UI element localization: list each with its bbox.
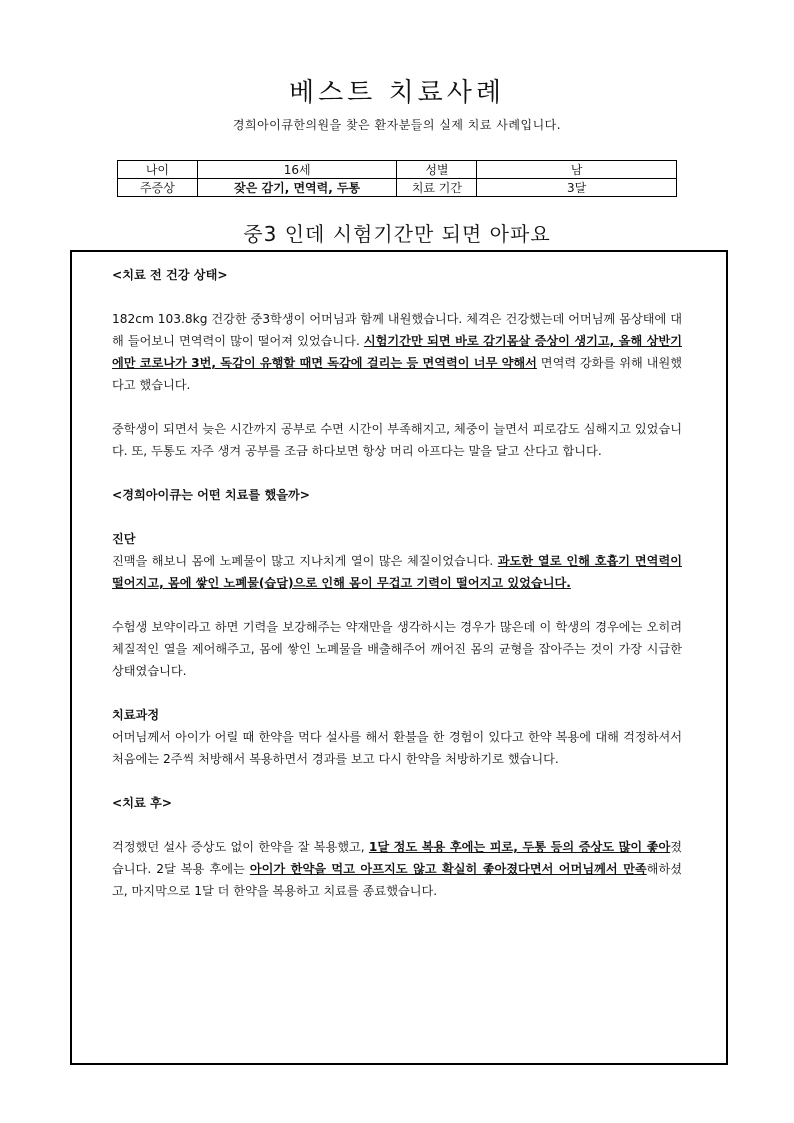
diagnosis-paragraph-1: 진맥을 해보니 몸에 노폐물이 많고 지나치게 열이 많은 체질이었습니다. 과도한 열로 인해 호흡기 면역력이 떨어지고, 몸에 쌓인 노폐물(습담)으로 인해 몸이 무겁고 기력이 떨어지고 있었습니다. [112, 554, 683, 590]
gender-value: 남 [477, 161, 677, 179]
page-subtitle: 경희아이큐한의원을 찾은 환자분들의 실제 치료 사례입니다. [232, 118, 562, 132]
before-paragraph-2: 중학생이 되면서 늦은 시간까지 공부로 수면 시간이 부족해지고, 체중이 늘면서 피로감도 심해지고 있었습니다. 또, 두통도 자주 생겨 공부를 조금 하다보면 항상 머리 아프다는 말을 달고 산다고 합니다. [112, 422, 682, 458]
process-paragraph-1: 어머님께서 아이가 어릴 때 한약을 먹다 설사를 해서 환불을 한 경험이 있다고 한약 복용에 대해 걱정하셔서 처음에는 2주씩 처방해서 복용하면서 경과를 보고 다시 한약을 처방하기로 했습니다. [112, 730, 682, 766]
highlight-text: 시험기간만 되면 바로 감기몸살 증상이 생기고, 올해 상반기에만 코로나가 3번, 독감이 유행할 때면 독감에 걸리는 등 면역력이 너무 약해서 [112, 334, 682, 370]
highlight-text: 과도한 열로 인해 호흡기 면역력이 떨어지고, 몸에 쌓인 노폐물(습담)으로 인해 몸이 무겁고 기력이 떨어지고 있었습니다. [112, 554, 683, 590]
section-heading-before: <치료 전 건강 상태> [112, 268, 228, 282]
symptom-value: 잦은 감기, 면역력, 두통 [197, 179, 397, 197]
section-heading-after: <치료 후> [112, 796, 172, 810]
gender-label: 성별 [397, 161, 477, 179]
highlight-text: 1달 정도 복용 후에는 피로, 두통 등의 증상도 많이 좋아 [368, 840, 671, 854]
age-label: 나이 [118, 161, 198, 179]
age-value: 16세 [197, 161, 397, 179]
process-heading: 치료과정 [112, 708, 160, 722]
table-row [118, 161, 677, 179]
after-paragraph-1: 걱정했던 설사 증상도 없이 한약을 잘 복용했고, 1달 정도 복용 후에는 피로, 두통 등의 증상도 많이 좋아졌습니다. 2달 복용 후에는 아이가 한약을 먹고 아프지도 않고 확실히 좋아졌다면서 어머님께서 만족해하셨고, 마지막으로 1달 더 한약을 복용하고 치료를 종료했습니다. [112, 840, 682, 898]
case-headline: 중3 인데 시험기간만 되면 아파요 [243, 222, 551, 246]
patient-info-table [117, 160, 677, 197]
period-label: 치료 기간 [397, 179, 477, 197]
symptom-label: 주증상 [118, 179, 198, 197]
highlight-text: 아이가 한약을 먹고 아프지도 않고 확실히 좋아졌다면서 어머님께서 만족 [249, 862, 647, 876]
page-title: 베스트 치료사례 [288, 78, 506, 108]
period-value: 3달 [477, 179, 677, 197]
table-row [118, 179, 677, 197]
diagnosis-paragraph-2: 수험생 보약이라고 하면 기력을 보강해주는 약재만을 생각하시는 경우가 많은데 이 학생의 경우에는 오히려 체질적인 열을 제어해주고, 몸에 쌓인 노폐물을 배출해주어 깨어진 몸의 균형을 잡아주는 것이 가장 시급한 상태였습니다. [112, 620, 682, 678]
case-content [112, 264, 682, 902]
section-heading-treatment: <경희아이큐는 어떤 치료를 했을까> [112, 488, 310, 502]
before-paragraph-1: 182cm 103.8kg 건강한 중3학생이 어머님과 함께 내원했습니다. 체격은 건강했는데 어머님께 몸상태에 대해 들어보니 면역력이 많이 떨어져 있었습니다. 시험기간만 되면 바로 감기몸살 증상이 생기고, 올해 상반기에만 코로나가 3번, 독감이 유행할 때면 독감에 걸리는 등 면역력이 너무 약해서 면역력 강화를 위해 내원했다고 했습니다. [112, 312, 682, 392]
diagnosis-heading: 진단 [112, 532, 136, 546]
